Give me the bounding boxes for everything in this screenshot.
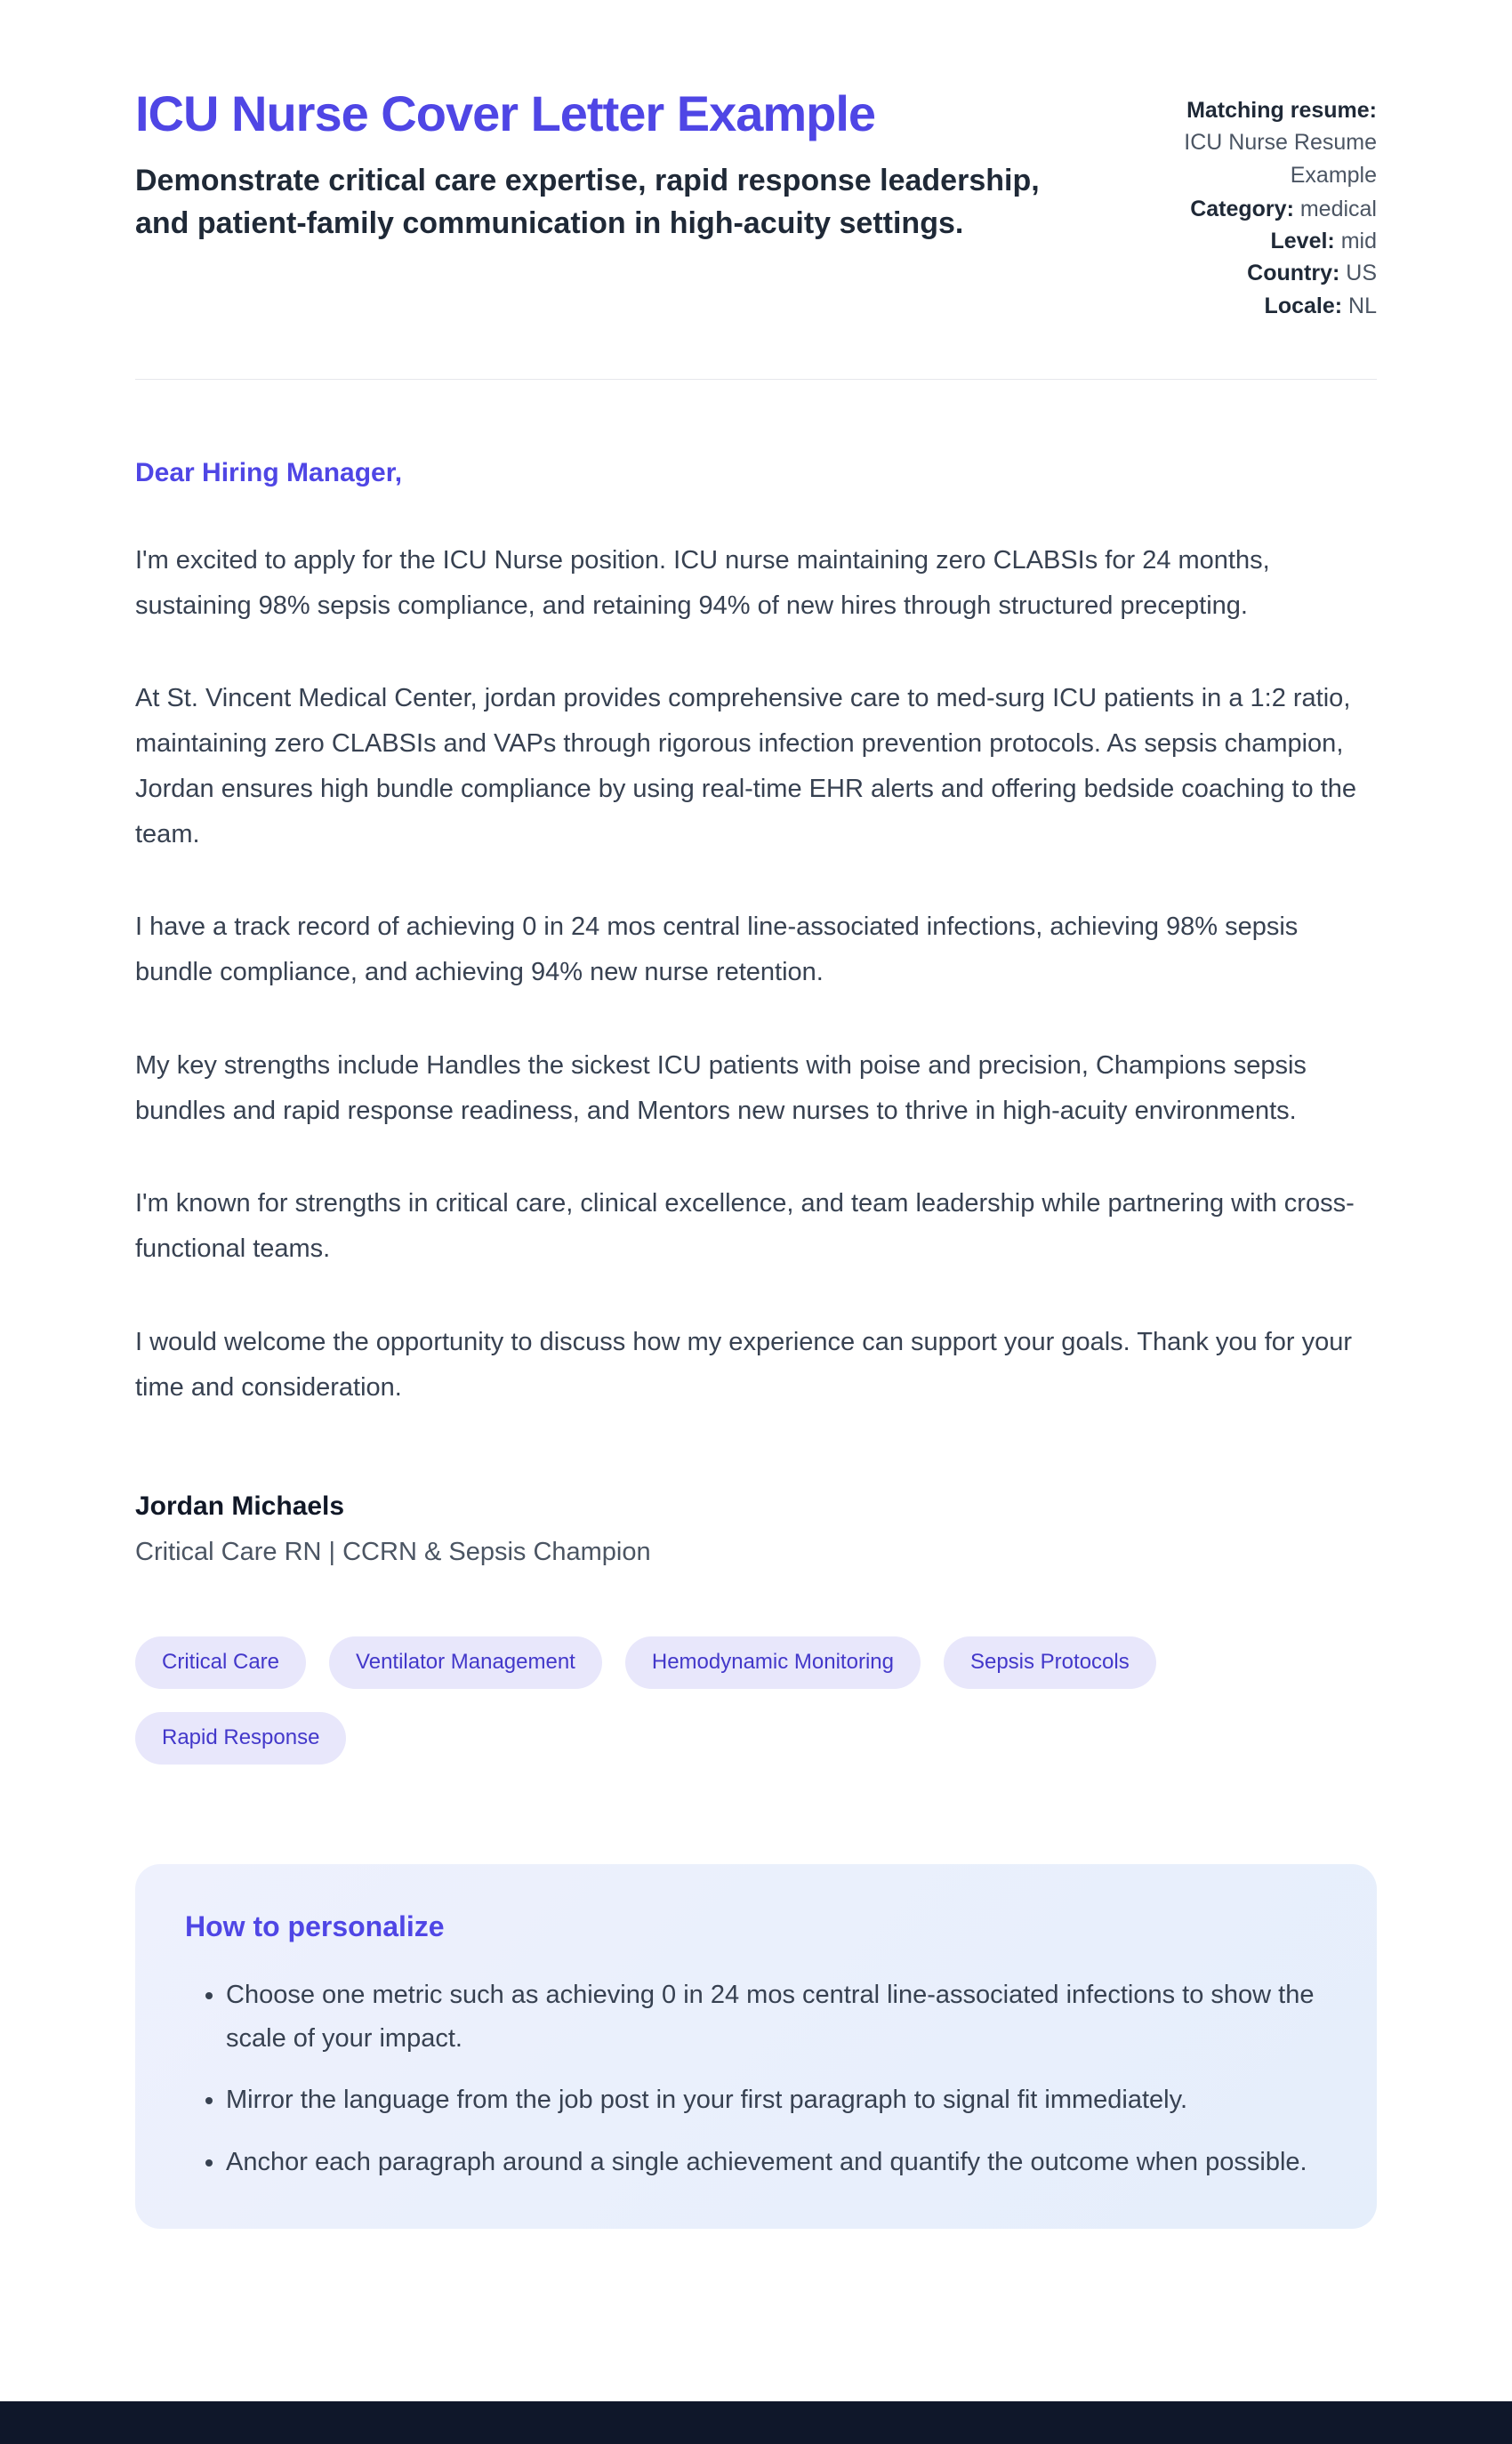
letter-greeting: Dear Hiring Manager, <box>135 457 403 487</box>
personalize-list <box>185 1974 1327 2184</box>
meta-category-label: Category: <box>1190 196 1294 221</box>
meta-matching-resume-label: Matching resume: <box>1186 98 1377 123</box>
meta-locale-label: Locale: <box>1264 293 1343 318</box>
meta-country-value: US <box>1346 261 1377 286</box>
skill-tag-rapid-response: Rapid Response <box>135 1712 346 1765</box>
skill-tag-sepsis-protocols: Sepsis Protocols <box>944 1636 1156 1689</box>
personalize-tip: • Mirror the language from the job post in your first paragraph to signal fit immediately. <box>226 2078 1327 2122</box>
skill-tag-critical-care: Critical Care <box>135 1636 306 1689</box>
meta-level-value: mid <box>1340 229 1377 253</box>
letter-paragraph: My key strengths include Handles the sickest ICU patients with poise and precision, Champions sepsis bundles and rapid response readiness, and Mentors new nurses to thrive in high-acuity environments. <box>135 1050 1307 1125</box>
cover-letter <box>135 458 1377 1568</box>
personalize-tip: • Choose one metric such as achieving 0 in 24 mos central line-associated infections to show the scale of your impact. <box>226 1974 1327 2062</box>
meta-matching-resume-value: ICU Nurse Resume Example <box>1184 130 1377 188</box>
letter-paragraph: I would welcome the opportunity to discuss how my experience can support your goals. Thank you for your time and consideration. <box>135 1327 1353 1402</box>
page-content <box>135 0 1377 2401</box>
meta-matching-resume <box>1144 94 1377 191</box>
signature <box>135 1491 1377 1567</box>
personalize-heading: How to personalize <box>185 1909 445 1942</box>
signature-title: Critical Care RN | CCRN & Sepsis Champion <box>135 1538 651 1567</box>
letter-paragraph: I'm excited to apply for the ICU Nurse position. ICU nurse maintaining zero CLABSIs for 24 months, sustaining 98% sepsis compliance, and retaining 94% of new hires through structured precepting. <box>135 545 1270 620</box>
meta-locale <box>1144 290 1377 322</box>
letter-paragraph: I'm known for strengths in critical care, clinical excellence, and team leadership while partnering with cross-functional teams. <box>135 1189 1355 1263</box>
meta-category <box>1144 193 1377 225</box>
personalize-tip: • Anchor each paragraph around a single achievement and quantify the outcome when possible. <box>226 2141 1327 2184</box>
page-title: ICU Nurse Cover Letter Example <box>135 85 876 141</box>
footer-bar <box>0 2401 1512 2444</box>
meta-level-label: Level: <box>1270 229 1335 253</box>
page-header <box>135 85 1377 322</box>
skill-tags <box>135 1636 1377 1765</box>
letter-paragraph: At St. Vincent Medical Center, jordan provides comprehensive care to med-surg ICU patients in a 1:2 ratio, maintaining zero CLABSIs and VAPs through rigorous infection prevention protocols. As sepsis champion, Jordan ensures high bundle compliance by using real-time EHR alerts and offering bedside coaching to the team. <box>135 684 1356 848</box>
personalize-card <box>135 1864 1377 2229</box>
meta-level <box>1144 225 1377 257</box>
meta-locale-value: NL <box>1348 293 1377 318</box>
meta-category-value: medical <box>1299 196 1377 221</box>
signature-name: Jordan Michaels <box>135 1491 345 1522</box>
header-text <box>135 85 1087 322</box>
letter-body <box>135 538 1377 1411</box>
meta-country-label: Country: <box>1247 261 1340 286</box>
skill-tag-ventilator-management: Ventilator Management <box>329 1636 602 1689</box>
page-subtitle: Demonstrate critical care expertise, rapid response leadership, and patient-family communication in high-acuity settings. <box>135 164 1040 240</box>
header-divider <box>135 379 1377 380</box>
skill-tag-hemodynamic-monitoring: Hemodynamic Monitoring <box>625 1636 921 1689</box>
letter-paragraph: I have a track record of achieving 0 in 24 mos central line-associated infections, achieving 98% sepsis bundle compliance, and achieving 94% new nurse retention. <box>135 912 1299 986</box>
meta-panel <box>1144 85 1377 322</box>
meta-country <box>1144 257 1377 289</box>
